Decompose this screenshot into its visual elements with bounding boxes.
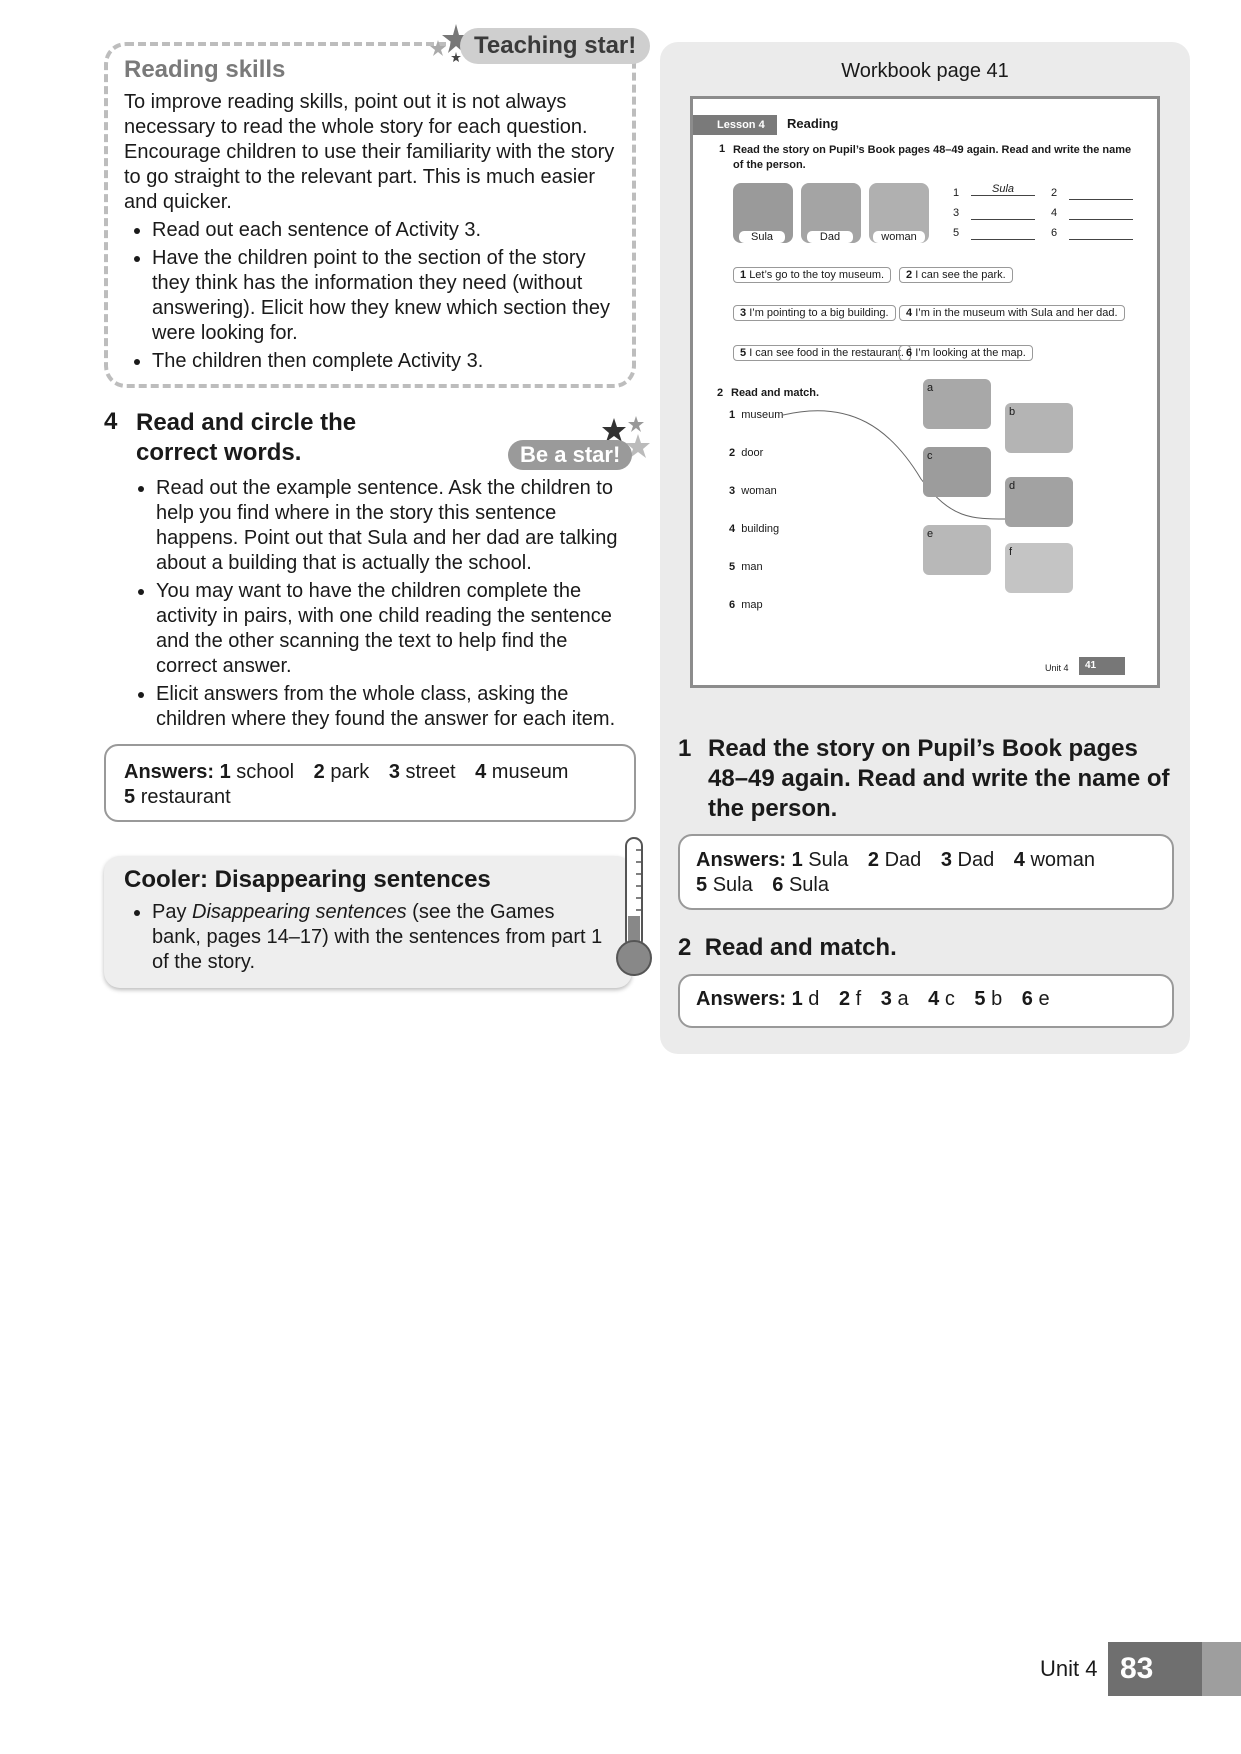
answer-value: e	[1038, 988, 1050, 1010]
answer-number: 3	[940, 849, 952, 871]
match-letter: e	[927, 528, 934, 540]
answer-value: Sula	[788, 874, 829, 896]
list-item: • You may want to have the children complete the activity in pairs, with one child reading the sentence and the other scanning the text to help find the correct answer.	[156, 579, 626, 679]
answer-blank	[971, 219, 1035, 220]
answer-number: 4	[475, 761, 487, 783]
page-tab	[1202, 1642, 1241, 1696]
answers-label: Answers:	[696, 849, 787, 871]
answer-value: b	[991, 988, 1003, 1010]
q1-answers-box	[678, 834, 1174, 910]
match-picture	[1005, 403, 1073, 453]
match-picture	[923, 447, 991, 497]
answer-number: 3	[880, 988, 892, 1010]
q2-answers-box	[678, 974, 1174, 1028]
workbook-page-label: Workbook page 41	[841, 60, 1009, 82]
answer-value: f	[855, 988, 862, 1010]
wb-q2-text: Read and match.	[731, 387, 820, 399]
match-word: 3 woman	[729, 485, 777, 497]
be-a-star-badge: Be a star!	[508, 440, 632, 470]
question-title: Read and match.	[704, 934, 897, 961]
page-number: 83	[1108, 1642, 1202, 1696]
blank-number: 4	[1051, 207, 1058, 219]
speech-bubble: 6 I’m looking at the map.	[899, 345, 1033, 361]
answer-number: 5	[974, 988, 986, 1010]
picture-label: Dad	[807, 231, 853, 243]
answer-value: park	[330, 761, 370, 783]
match-word: 4 building	[729, 523, 780, 535]
example-answer: Sula	[971, 183, 1035, 196]
answer-blank	[1069, 199, 1133, 200]
answer-value: woman	[1030, 849, 1095, 871]
activity-title: Read and circle the correct words.	[136, 409, 357, 466]
list-item: • Read out each sentence of Activity 3.	[152, 218, 624, 243]
blank-number: 2	[1051, 187, 1058, 199]
answer-value: d	[808, 988, 820, 1010]
answer-number: 2	[867, 849, 879, 871]
match-word: 6 map	[729, 599, 763, 611]
match-letter: c	[927, 450, 933, 462]
wb-footer-page: 41	[1079, 657, 1125, 675]
answer-number: 5	[124, 786, 136, 808]
match-word: 2 door	[729, 447, 764, 459]
teaching-star-badge: Teaching star!	[460, 28, 650, 64]
list-item: • Elicit answers from the whole class, asking the children where they found the answer for each item.	[156, 682, 626, 732]
answers-label: Answers:	[124, 761, 215, 783]
answer-number: 1	[791, 988, 803, 1010]
lesson-title: Reading	[787, 116, 839, 131]
answer-number: 6	[1021, 988, 1033, 1010]
blank-number: 5	[953, 227, 960, 239]
teaching-star-intro: To improve reading skills, point out it is not always necessary to read the whole story for each question. Encourage children to use their familiarity with the story to go straight to the relevant part. This is much easier and quicker.	[124, 91, 615, 213]
answer-value: Dad	[957, 849, 995, 871]
speech-bubble: 3 I’m pointing to a big building.	[733, 305, 896, 321]
activity4-instructions	[136, 476, 626, 735]
match-letter: d	[1009, 480, 1016, 492]
answer-number: 4	[928, 988, 940, 1010]
answer-number: 2	[838, 988, 851, 1010]
right-q1-heading	[678, 734, 1178, 824]
teaching-star-list	[124, 218, 624, 374]
answer-value: restaurant	[140, 786, 231, 808]
answer-value: Sula	[712, 874, 753, 896]
question-title: Read the story on Pupil’s Book pages 48–49 again. Read and write the name of the person.	[708, 735, 1170, 822]
answer-blank	[1069, 239, 1133, 240]
answer-blank	[971, 239, 1035, 240]
match-letter: b	[1009, 406, 1016, 418]
answer-number: 1	[219, 761, 231, 783]
answer-number: 5	[696, 874, 708, 896]
match-picture	[923, 525, 991, 575]
activity4-answers-box	[104, 744, 636, 822]
picture-label: Sula	[739, 231, 785, 243]
blank-number: 3	[953, 207, 960, 219]
wb-q2-number: 2	[717, 387, 724, 399]
answer-number: 4	[1013, 849, 1025, 871]
cooler-body	[124, 900, 604, 975]
speech-bubble: 1 Let’s go to the toy museum.	[733, 267, 891, 283]
answer-number: 1	[791, 849, 803, 871]
answer-value: museum	[491, 761, 569, 783]
picture-label: woman	[873, 231, 925, 243]
blank-number: 1	[953, 187, 960, 199]
wb-footer-unit: Unit 4	[1045, 663, 1069, 673]
speech-bubble: 2 I can see the park.	[899, 267, 1013, 283]
cooler-title: Cooler: Disappearing sentences	[124, 866, 491, 893]
answer-value: street	[405, 761, 456, 783]
answer-value: Sula	[808, 849, 849, 871]
match-picture	[1005, 477, 1073, 527]
answer-value: Dad	[884, 849, 922, 871]
match-letter: a	[927, 382, 934, 394]
footer-unit: Unit 4	[1040, 1656, 1098, 1681]
speech-bubble: 5 I can see food in the restaurant.	[733, 345, 911, 361]
answer-blank	[1069, 219, 1133, 220]
answer-value: a	[897, 988, 909, 1010]
wb-q1-text: Read the story on Pupil’s Book pages 48–49 again. Read and write the name of the person.	[733, 144, 1132, 171]
match-picture	[1005, 543, 1073, 593]
wb-q1-number: 1	[719, 143, 726, 155]
answer-value: c	[944, 988, 955, 1010]
blank-number: 6	[1051, 227, 1058, 239]
list-item: • Pay Disappearing sentences (see the Games bank, pages 14–17) with the sentences from part 1 of the story.	[152, 900, 604, 975]
right-q2-heading	[678, 934, 897, 962]
list-item: • The children then complete Activity 3.	[152, 349, 624, 374]
lesson-tag: Lesson 4	[693, 115, 777, 135]
answer-number: 2	[313, 761, 325, 783]
list-item: • Read out the example sentence. Ask the children to help you find where in the story this sentence happens. Point out that Sula and her dad are talking about a building that is actually the school.	[156, 476, 626, 576]
match-letter: f	[1009, 546, 1013, 558]
reading-skills-title: Reading skills	[124, 56, 286, 83]
match-word: 1 museum	[729, 409, 784, 421]
speech-bubble: 4 I’m in the museum with Sula and her dad.	[899, 305, 1125, 321]
list-item: • Have the children point to the section of the story they think has the information they need (without answering). Elicit how they knew which section they were looking for.	[152, 246, 624, 346]
question-number: 2	[678, 934, 692, 961]
answers-label: Answers:	[696, 988, 787, 1010]
match-word: 5 man	[729, 561, 763, 573]
answer-number: 3	[388, 761, 400, 783]
answer-value: school	[236, 761, 295, 783]
activity-number: 4	[104, 408, 118, 435]
workbook-page-thumbnail	[690, 96, 1160, 688]
answer-number: 6	[772, 874, 784, 896]
question-number: 1	[678, 735, 692, 762]
teaching-star-body	[124, 90, 624, 374]
thermometer-icon	[614, 836, 654, 980]
match-picture	[923, 379, 991, 429]
